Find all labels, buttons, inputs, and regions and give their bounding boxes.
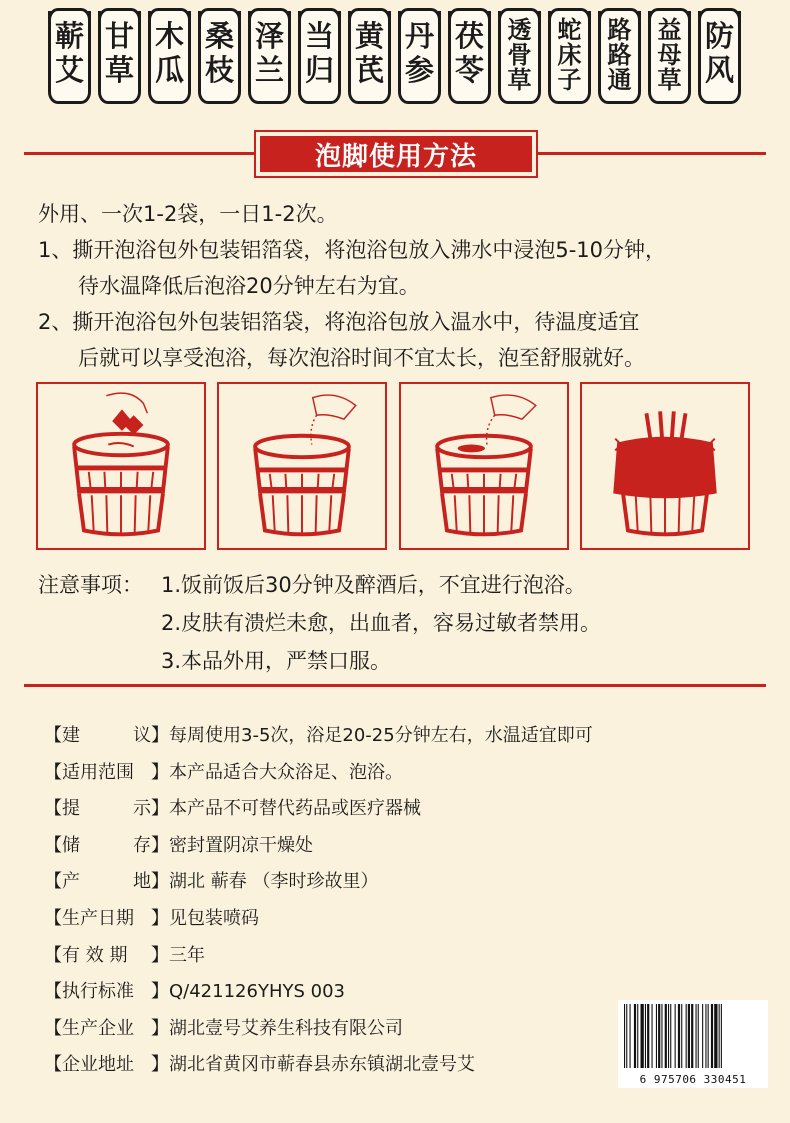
herb-scroll xyxy=(648,8,691,104)
info-value: 三年 xyxy=(169,944,205,966)
info-row xyxy=(44,755,644,792)
info-value: Q/421126YHYS 003 xyxy=(169,981,345,1003)
barcode-bar xyxy=(696,1004,697,1068)
illustration-panels xyxy=(36,382,750,550)
herb-scroll xyxy=(698,8,741,104)
barcode-bar xyxy=(708,1004,709,1068)
herb-name: 当归 xyxy=(304,19,334,87)
info-row xyxy=(44,974,644,1011)
herb-list xyxy=(48,8,748,104)
section-title: 泡脚使用方法 xyxy=(314,141,477,172)
info-value: 湖北 蕲春 （李时珍故里） xyxy=(169,871,379,893)
herb-scroll xyxy=(348,8,391,104)
barcode-bar xyxy=(702,1004,703,1068)
herb-name: 路路通 xyxy=(607,15,632,94)
herb-name: 茯苓 xyxy=(454,19,484,87)
herb-name: 丹参 xyxy=(404,19,434,87)
precautions-label: 注意事项： xyxy=(38,573,143,597)
herb-name: 蛇床子 xyxy=(557,15,582,94)
precaution-row xyxy=(38,566,768,604)
barcode-bar xyxy=(652,1004,653,1068)
herb-name: 蕲艾 xyxy=(54,19,84,87)
usage-step-2-cont: 后就可以享受泡浴，每次泡浴时间不宜太长，泡至舒服就好。 xyxy=(78,346,645,370)
info-key: 【建 议】 xyxy=(44,725,169,746)
barcode-bars xyxy=(618,1000,768,1072)
herb-name: 益母草 xyxy=(657,15,682,94)
herb-name: 桑枝 xyxy=(204,19,234,87)
section-divider xyxy=(24,684,766,687)
panel-step-3 xyxy=(399,382,569,550)
precaution-item: 1.饭前饭后30分钟及醉酒后，不宜进行泡浴。 xyxy=(161,573,586,597)
info-key: 【适用范围 】 xyxy=(44,761,169,783)
info-key: 【生产企业 】 xyxy=(44,1017,169,1039)
info-row xyxy=(44,1011,644,1048)
barcode-bar xyxy=(645,1004,646,1068)
info-value: 湖北壹号艾养生科技有限公司 xyxy=(169,1017,403,1039)
herb-scroll xyxy=(48,8,91,104)
info-value: 每周使用3-5次，浴足20-25分钟左右，水温适宜即可 xyxy=(169,725,593,746)
herb-scroll xyxy=(98,8,141,104)
barcode-bar xyxy=(637,1004,638,1068)
barcode-bar xyxy=(688,1004,690,1068)
panel-step-2 xyxy=(217,382,387,550)
barcode-bar xyxy=(641,1004,644,1068)
info-key: 【生产日期 】 xyxy=(44,907,169,929)
info-value: 本产品适合大众浴足、泡浴。 xyxy=(169,761,403,783)
herb-scroll xyxy=(498,8,541,104)
barcode-bar xyxy=(626,1004,627,1068)
herb-name: 甘草 xyxy=(104,19,134,87)
info-row xyxy=(44,718,644,755)
barcode-bar xyxy=(630,1004,631,1068)
usage-step-1: 1、撕开泡浴包外包装铝箔袋，将泡浴包放入沸水中浸泡5-10分钟， xyxy=(38,238,667,262)
barcode-bar xyxy=(670,1004,671,1068)
herb-name: 黄芪 xyxy=(354,19,384,87)
bucket-warm-water-illustration xyxy=(401,384,567,548)
barcode-bar xyxy=(661,1004,662,1068)
barcode-bar xyxy=(681,1004,682,1068)
barcode-bar xyxy=(719,1004,720,1068)
barcode-bar xyxy=(656,1004,657,1068)
info-row xyxy=(44,938,644,975)
info-row xyxy=(44,828,644,865)
precaution-item: 2.皮肤有溃烂未愈，出血者，容易过敏者禁用。 xyxy=(161,611,602,635)
product-info xyxy=(44,718,644,1084)
barcode-bar xyxy=(686,1004,687,1068)
barcode-bar xyxy=(705,1004,706,1068)
info-row xyxy=(44,901,644,938)
info-row xyxy=(44,791,644,828)
info-row xyxy=(44,864,644,901)
info-value: 密封置阴凉干燥处 xyxy=(169,834,313,856)
barcode-bar xyxy=(634,1004,636,1068)
info-key: 【储 存】 xyxy=(44,834,169,856)
herb-name: 透骨草 xyxy=(507,15,532,94)
barcode-bar xyxy=(714,1004,717,1068)
barcode-bar xyxy=(698,1004,699,1068)
precautions xyxy=(38,566,768,680)
barcode-number: 6 975706 330451 xyxy=(639,1073,747,1086)
precaution-row xyxy=(38,642,768,680)
barcode xyxy=(618,1000,768,1088)
barcode-bar xyxy=(691,1004,693,1068)
bucket-pouch-illustration xyxy=(38,384,204,548)
panel-step-4 xyxy=(580,382,750,550)
title-banner xyxy=(256,132,536,176)
info-key: 【执行标准 】 xyxy=(44,981,169,1003)
herb-scroll xyxy=(398,8,441,104)
info-value: 本产品不可替代药品或医疗器械 xyxy=(169,798,421,820)
herb-scroll xyxy=(548,8,591,104)
herb-name: 泽兰 xyxy=(254,19,284,87)
bucket-covered-illustration xyxy=(582,384,748,548)
herb-scroll xyxy=(448,8,491,104)
precaution-row xyxy=(38,604,768,642)
herb-scroll xyxy=(148,8,191,104)
barcode-bar xyxy=(647,1004,649,1068)
usage-step-2: 2、撕开泡浴包外包装铝箔袋，将泡浴包放入温水中，待温度适宜 xyxy=(38,310,640,334)
barcode-bar xyxy=(658,1004,660,1068)
usage-step-1-cont: 待水温降低后泡浴20分钟左右为宜。 xyxy=(78,274,420,298)
barcode-bar xyxy=(721,1004,722,1068)
herb-scroll xyxy=(198,8,241,104)
barcode-bar xyxy=(711,1004,713,1068)
info-key: 【有 效 期 】 xyxy=(44,944,169,966)
info-key: 【企业地址 】 xyxy=(44,1054,169,1076)
usage-instructions xyxy=(38,196,768,376)
precaution-item: 3.本品外用，严禁口服。 xyxy=(161,649,392,673)
barcode-bar xyxy=(675,1004,676,1068)
barcode-bar xyxy=(678,1004,680,1068)
herb-scroll xyxy=(598,8,641,104)
bucket-hot-water-illustration xyxy=(219,384,385,548)
barcode-bar xyxy=(624,1004,625,1068)
usage-line: 外用、一次1-2袋，一日1-2次。 xyxy=(38,202,338,226)
herb-scroll xyxy=(298,8,341,104)
barcode-bar xyxy=(665,1004,667,1068)
info-key: 【产 地】 xyxy=(44,871,169,893)
info-key: 【提 示】 xyxy=(44,798,169,820)
herb-name: 木瓜 xyxy=(154,19,184,87)
info-value: 见包装喷码 xyxy=(169,907,259,929)
barcode-bar xyxy=(668,1004,669,1068)
info-value: 湖北省黄冈市蕲春县赤东镇湖北壹号艾 xyxy=(169,1054,475,1076)
herb-scroll xyxy=(248,8,291,104)
herb-name: 防风 xyxy=(704,19,734,87)
info-row xyxy=(44,1047,644,1084)
panel-step-1 xyxy=(36,382,206,550)
